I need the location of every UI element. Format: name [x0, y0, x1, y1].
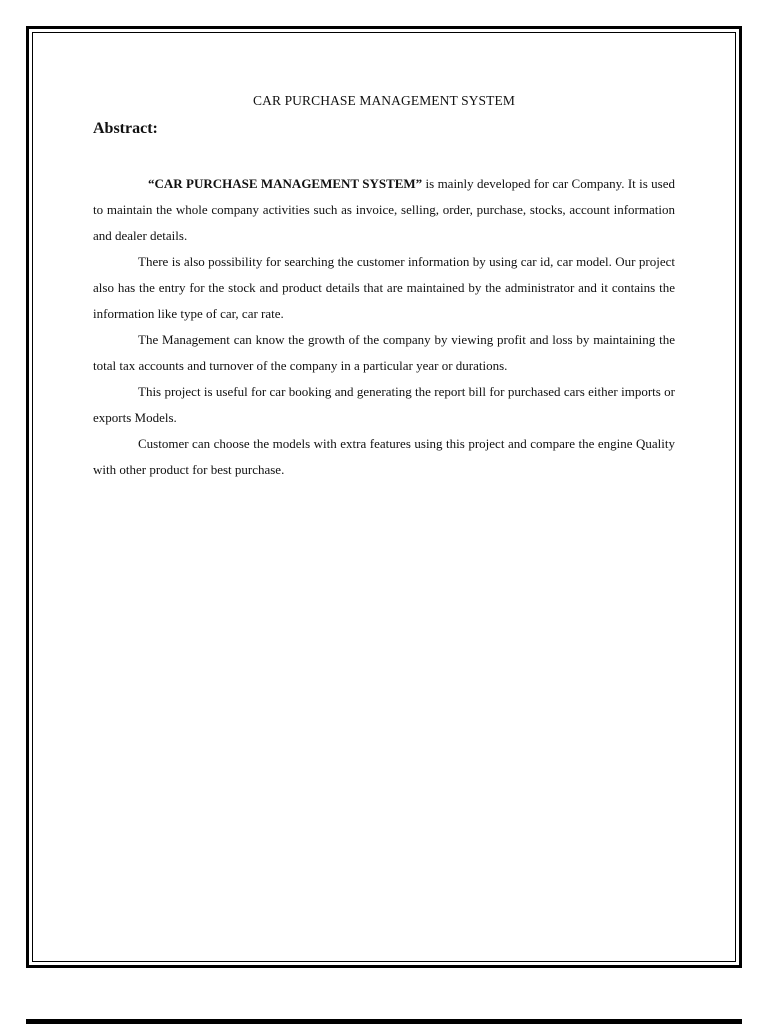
abstract-paragraph-5: Customer can choose the models with extra features using this project and compare the engine Quality with other product for best purchase.	[93, 436, 675, 477]
document-title: CAR PURCHASE MANAGEMENT SYSTEM	[253, 93, 515, 108]
system-name-emphasis: “CAR PURCHASE MANAGEMENT SYSTEM”	[148, 176, 423, 191]
abstract-paragraph-2: There is also possibility for searching the customer information by using car id, car model. Our project also has the entry for the stock and product details that are maintained by the administrator and it contains the information like type of car, car rate.	[93, 254, 675, 321]
page-border	[26, 26, 742, 968]
next-page-border-edge	[26, 1019, 742, 1024]
abstract-paragraph-3: The Management can know the growth of the company by viewing profit and loss by maintaining the total tax accounts and turnover of the company in a particular year or durations.	[93, 332, 675, 373]
abstract-body	[93, 171, 675, 483]
abstract-paragraph-1	[93, 171, 675, 249]
abstract-paragraph-1-text: is mainly developed for car Company. It is used to maintain the whole company activities such as invoice, selling, order, purchase, stocks, account information and dealer details.	[93, 176, 676, 243]
abstract-paragraph-4: This project is useful for car booking and generating the report bill for purchased cars either imports or exports Models.	[93, 384, 675, 425]
abstract-heading: Abstract:	[93, 120, 158, 137]
